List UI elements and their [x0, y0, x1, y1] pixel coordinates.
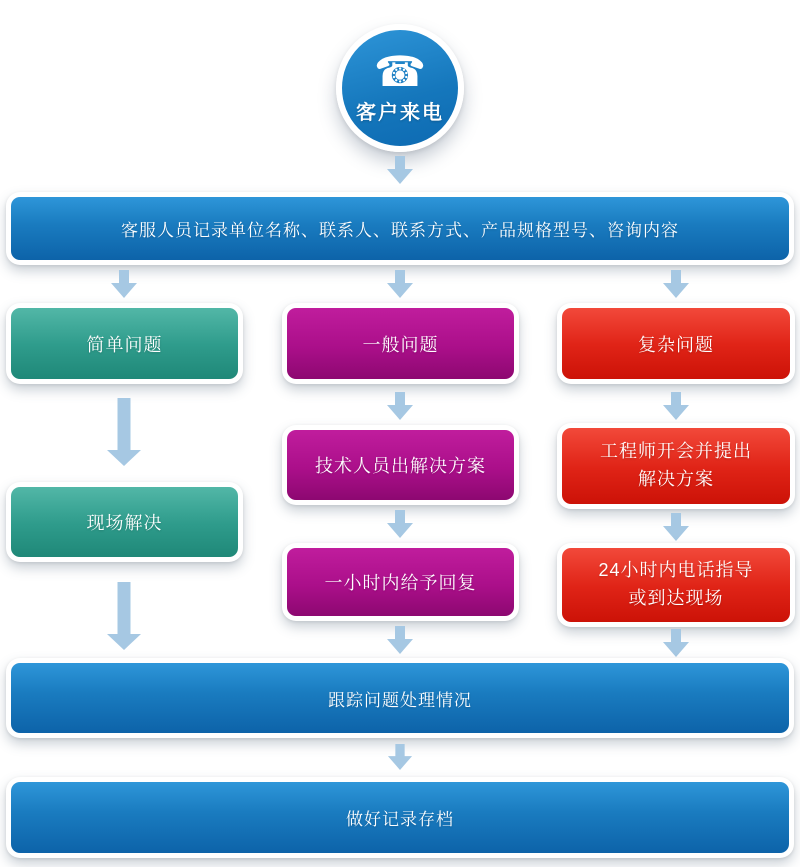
arrow-track-to-archive	[387, 744, 413, 770]
simple-problem-box	[6, 303, 243, 384]
arrow-simple-to-onsite	[107, 398, 141, 466]
archive-bar	[6, 777, 794, 858]
arrow-start-to-record	[387, 156, 413, 184]
general-problem-box	[282, 303, 519, 384]
phone-guidance-line2: 或到达现场	[628, 588, 724, 608]
archive-bar-label: 做好记录存档	[11, 782, 789, 853]
arrow-to-complex	[663, 270, 689, 298]
start-label: 客户来电	[356, 102, 444, 124]
record-bar-label: 客服人员记录单位名称、联系人、联系方式、产品规格型号、咨询内容	[11, 197, 789, 260]
telephone-icon: ☎	[373, 47, 427, 96]
phone-guidance-box	[557, 543, 795, 627]
one-hour-reply-box	[282, 543, 519, 621]
start-node	[336, 24, 464, 152]
tech-solution-label: 技术人员出解决方案	[287, 430, 514, 500]
arrow-reply-to-track	[387, 626, 413, 654]
complex-problem-label: 复杂问题	[562, 308, 790, 379]
arrow-to-simple	[111, 270, 137, 298]
track-bar-label: 跟踪问题处理情况	[11, 663, 789, 733]
engineer-meeting-line1: 工程师开会并提出	[600, 441, 752, 462]
record-bar	[6, 192, 794, 265]
arrow-meeting-to-guidance	[663, 513, 689, 541]
arrow-tech-to-reply	[387, 510, 413, 538]
engineer-meeting-box	[557, 423, 795, 509]
tech-solution-box	[282, 425, 519, 505]
onsite-resolve-label: 现场解决	[11, 487, 238, 557]
arrow-to-general	[387, 270, 413, 298]
engineer-meeting-line2: 解决方案	[638, 469, 714, 489]
general-problem-label: 一般问题	[287, 308, 514, 379]
onsite-resolve-box	[6, 482, 243, 562]
phone-guidance-line1: 24小时内电话指导	[598, 560, 754, 581]
track-bar	[6, 658, 794, 738]
arrow-guidance-to-track	[663, 629, 689, 657]
arrow-general-to-tech	[387, 392, 413, 420]
complex-problem-box	[557, 303, 795, 384]
arrow-onsite-to-track	[107, 582, 141, 650]
arrow-complex-to-meeting	[663, 392, 689, 420]
one-hour-reply-label: 一小时内给予回复	[287, 548, 514, 616]
simple-problem-label: 简单问题	[11, 308, 238, 379]
